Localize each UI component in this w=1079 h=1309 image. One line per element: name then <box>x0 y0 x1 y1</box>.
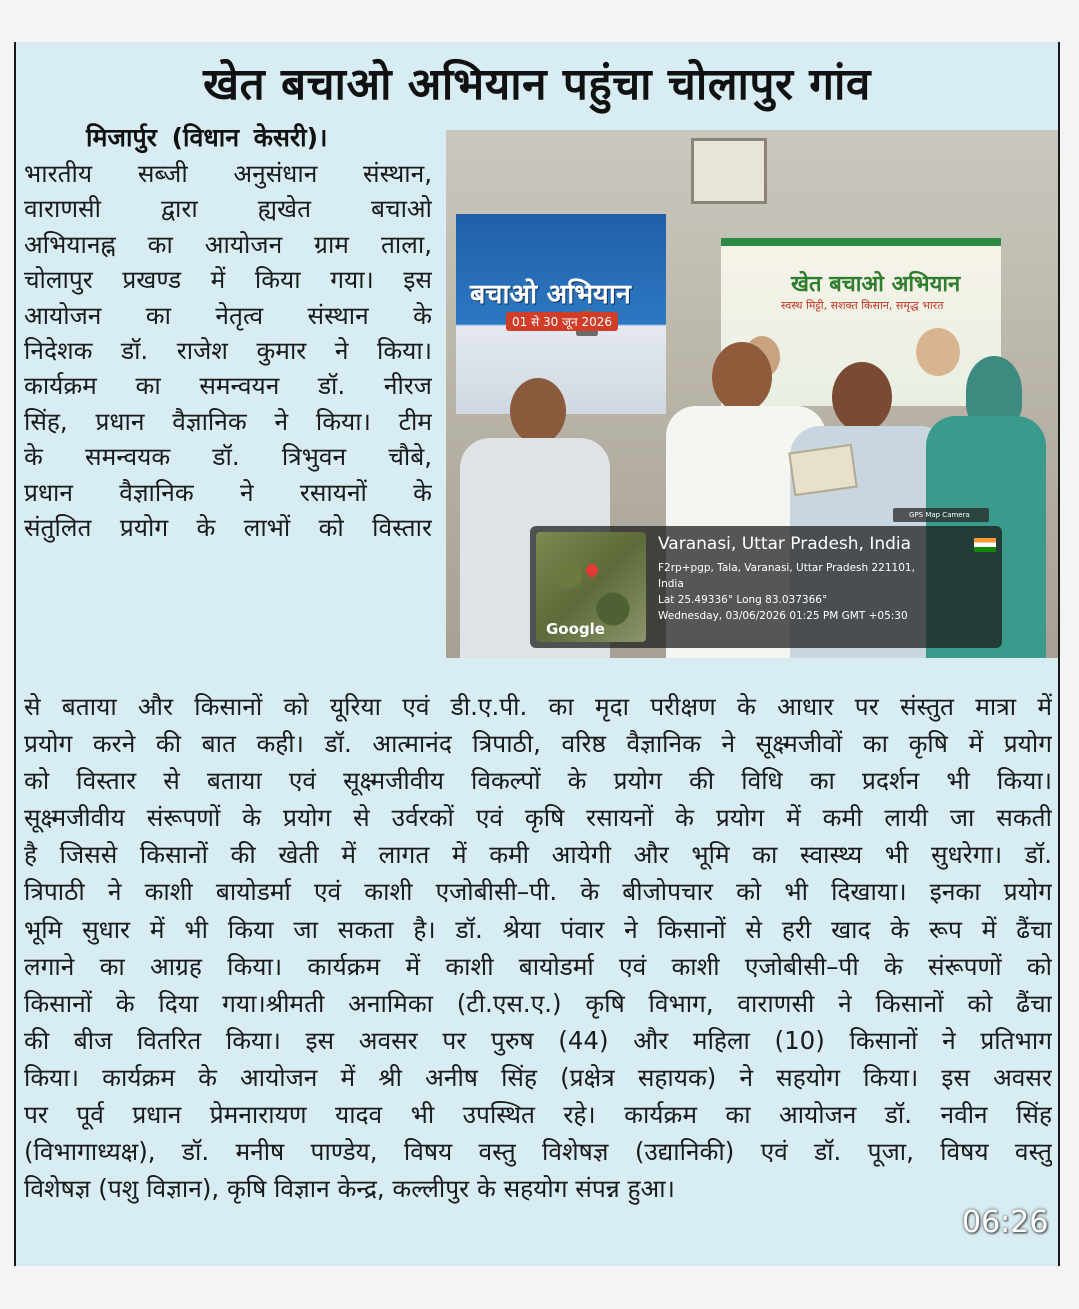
headline: खेत बचाओ अभियान पहुंचा चोलापुर गांव <box>203 59 871 110</box>
body-line: से बताया और किसानों को यूरिया एवं डी.ए.पी. का मृदा परीक्षण के आधार पर संस्तुत मात्रा में <box>24 692 1052 721</box>
gps-overlay <box>530 526 1002 648</box>
article-column <box>24 156 432 545</box>
body-line: भूमि सुधार में भी किया जा सकता है। डॉ. श्रेया पंवार ने किसानों से हरी खाद के रूप में ढैंचा <box>24 914 1052 944</box>
banner-left-title: बचाओ अभियान <box>470 279 631 310</box>
gps-timestamp: Wednesday, 03/06/2026 01:25 PM GMT +05:30 <box>658 610 908 622</box>
body-line: किसानों के दिया गया।श्रीमती अनामिका (टी.एस.ए.) कृषि विभाग, वाराणसी ने किसानों को ढैंचा <box>24 988 1052 1018</box>
column-line: सिंह, प्रधान वैज्ञानिक ने किया। टीम <box>24 406 432 436</box>
article-body <box>24 688 1052 1207</box>
banner-right-title: खेत बचाओ अभियान <box>791 272 961 297</box>
map-brand: Google <box>546 620 605 638</box>
column-line: संतुलित प्रयोग के लाभों को विस्तार <box>24 513 432 543</box>
map-pin-icon <box>584 562 601 579</box>
newspaper-clipping <box>14 42 1060 1266</box>
india-flag-icon <box>974 538 996 552</box>
column-line: के समन्वयक डॉ. त्रिभुवन चौबे, <box>24 442 432 472</box>
clock: 06:26 <box>962 1205 1049 1240</box>
body-line: पर पूर्व प्रधान प्रेमनारायण यादव भी उपस्थित रहे। कार्यक्रम का आयोजन डॉ. नवीन सिंह <box>24 1100 1052 1130</box>
dateline: मिजार्पुर (विधान केसरी)। <box>86 123 328 152</box>
gps-place: Varanasi, Uttar Pradesh, India <box>658 534 912 554</box>
window <box>691 138 767 204</box>
gps-address-line1: F2rp+pgp, Tala, Varanasi, Uttar Pradesh 221101, <box>658 562 915 574</box>
body-line: प्रयोग करने की बात कही। डॉ. आत्मानंद त्रिपाठी, वरिष्ठ वैज्ञानिक ने सूक्ष्मजीवों का कृषि में प्रयोग <box>24 729 1052 759</box>
body-line: लगाने का आग्रह किया। कार्यक्रम में काशी बायोडर्मा एवं काशी एजोबीसी–पी के संरूपणों को <box>24 951 1052 981</box>
column-line: कार्यक्रम का समन्वयन डॉ. नीरज <box>24 371 432 401</box>
gps-app-tag: GPS Map Camera <box>893 508 989 522</box>
column-line: वाराणसी द्वारा ह्यखेत बचाओ <box>24 194 432 224</box>
column-line: प्रधान वैज्ञानिक ने रसायनों के <box>24 477 432 507</box>
gps-address-line2: India <box>658 578 684 590</box>
seed-packet <box>788 444 858 496</box>
column-line: अभियानह्न का आयोजन ग्राम ताला, <box>24 229 432 259</box>
column-line: चोलापुर प्रखण्ड में किया गया। इस <box>24 265 432 295</box>
body-line: को विस्तार से बताया एवं सूक्ष्मजीवीय विकल्पों के प्रयोग की विधि का प्रदर्शन भी किया। <box>24 766 1052 796</box>
body-line: सूक्ष्मजीवीय संरूपणों के प्रयोग से उर्वरकों एवं कृषि रसायनों के प्रयोग में कमी लायी जा सकती <box>24 803 1052 833</box>
banner-left-date: 01 से 30 जून 2026 <box>506 312 618 331</box>
gps-coords: Lat 25.49336° Long 83.037366° <box>658 594 828 606</box>
body-line: त्रिपाठी ने काशी बायोडर्मा एवं काशी एजोबीसी–पी. के बीजोपचार को भी दिखाया। इनका प्रयोग <box>24 877 1052 907</box>
map-thumbnail <box>536 532 646 642</box>
body-line: (विभागाध्यक्ष), डॉ. मनीष पाण्डेय, विषय वस्तु विशेषज्ञ (उद्यानिकी) एवं डॉ. पूजा, विषय वस्तु <box>24 1137 1052 1167</box>
body-line: है जिससे किसानों की खेती में लागत में कमी आयेगी और भूमि का स्वास्थ्य भी सुधरेगा। डॉ. <box>24 840 1052 870</box>
event-photo <box>446 130 1058 658</box>
column-line: भारतीय सब्जी अनुसंधान संस्थान, <box>24 159 432 188</box>
column-line: निदेशक डॉ. राजेश कुमार ने किया। <box>24 336 432 366</box>
portrait-icon <box>916 328 960 376</box>
body-line: की बीज वितरित किया। इस अवसर पर पुरुष (44) और महिला (10) किसानों ने प्रतिभाग <box>24 1025 1052 1055</box>
banner-left <box>456 214 666 414</box>
body-line: विशेषज्ञ (पशु विज्ञान), कृषि विज्ञान केन्द्र, कल्लीपुर के सहयोग संपन्न हुआ। <box>24 1174 675 1204</box>
column-line: आयोजन का नेतृत्व संस्थान के <box>24 300 432 330</box>
body-line: किया। कार्यक्रम के आयोजन में श्री अनीष सिंह (प्रक्षेत्र सहायक) ने सहयोग किया। इस अवसर <box>24 1062 1052 1092</box>
banner-right-sub: स्वस्थ मिट्टी, सशक्त किसान, समृद्ध भारत <box>781 299 944 312</box>
